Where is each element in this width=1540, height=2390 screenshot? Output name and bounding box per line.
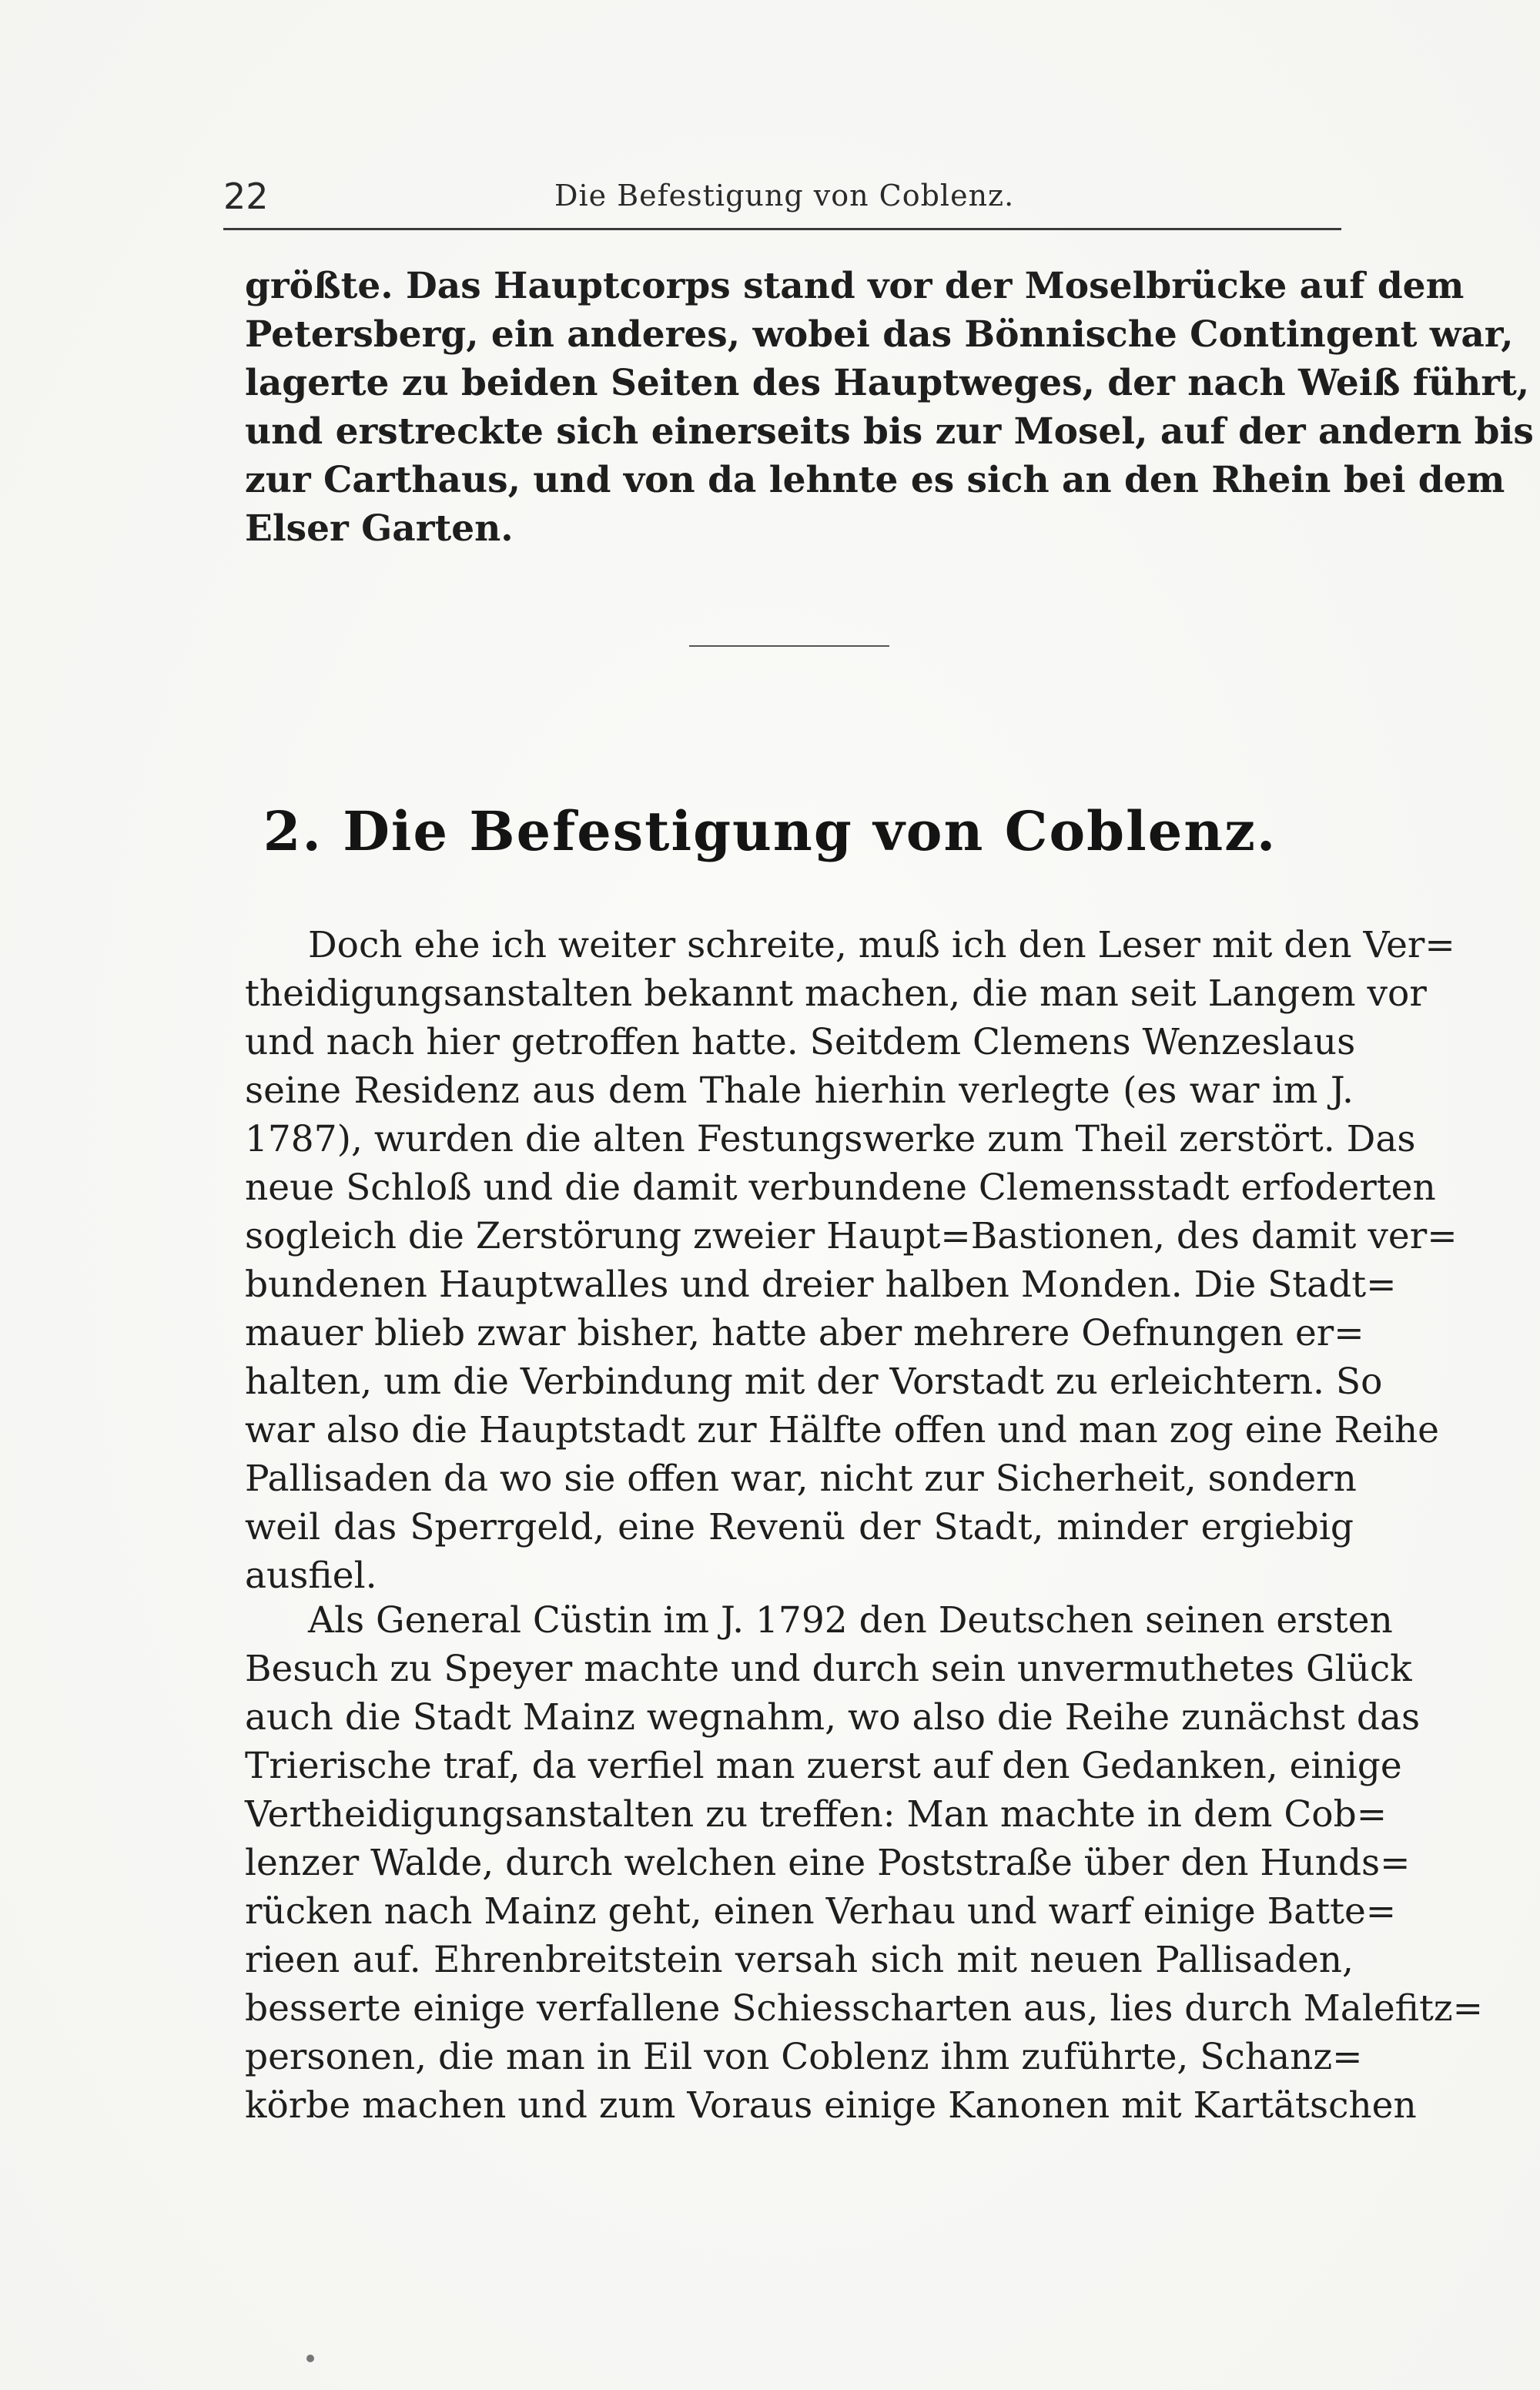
text-line: seine Residenz aus dem Thale hierhin verlegte (es war im J. (245, 1069, 1354, 1112)
text-line: besserte einige verfallene Schiesscharten aus, lies durch Malefitz= (245, 1987, 1484, 2030)
text-line: und erstreckte sich einerseits bis zur Mosel, auf der andern bis (245, 410, 1534, 453)
text-line: zur Carthaus, und von da lehnte es sich an den Rhein bei dem (245, 459, 1505, 501)
text-line: lagerte zu beiden Seiten des Hauptweges, der nach Weiß führt, (245, 362, 1530, 404)
text-line: körbe machen und zum Voraus einige Kanonen mit Kartätschen (245, 2084, 1417, 2127)
text-line: Doch ehe ich weiter schreite, muß ich den Leser mit den Ver= (308, 924, 1455, 966)
page-header (223, 176, 1340, 229)
text-line: neue Schloß und die damit verbundene Clemensstadt erfoderten (245, 1167, 1436, 1209)
text-line: mauer blieb zwar bisher, hatte aber mehrere Oefnungen er= (245, 1312, 1364, 1354)
section-heading: 2. Die Befestigung von Coblenz. (263, 799, 1277, 863)
text-line: lenzer Walde, durch welchen eine Poststraße über den Hunds= (245, 1842, 1411, 1884)
text-line: personen, die man in Eil von Coblenz ihm zuführte, Schanz= (245, 2036, 1363, 2078)
text-line: war also die Hauptstadt zur Hälfte offen und man zog eine Reihe (245, 1409, 1439, 1451)
text-line: Pallisaden da wo sie offen war, nicht zur Sicherheit, sondern (245, 1458, 1357, 1500)
text-line: größte. Das Hauptcorps stand vor der Moselbrücke auf dem (245, 265, 1465, 307)
text-line: Elser Garten. (245, 507, 514, 550)
text-line: weil das Sperrgeld, eine Revenü der Stadt, minder ergiebig (245, 1506, 1354, 1548)
text-line: sogleich die Zerstörung zweier Haupt=Bastionen, des damit ver= (245, 1215, 1458, 1257)
continued-paragraph (245, 262, 1534, 553)
page-number: 22 (223, 176, 269, 217)
text-line: Trierische traf, da verfiel man zuerst auf den Gedanken, einige (245, 1745, 1402, 1787)
text-line: Vertheidigungsanstalten zu treffen: Man machte in dem Cob= (245, 1793, 1388, 1836)
running-title: Die Befestigung von Coblenz. (554, 179, 1015, 213)
text-line: Besuch zu Speyer machte und durch sein unvermuthetes Glück (245, 1648, 1412, 1690)
text-line: bundenen Hauptwalles und dreier halben Monden. Die Stadt= (245, 1264, 1397, 1306)
text-line: rieen auf. Ehrenbreitstein versah sich mit neuen Pallisaden, (245, 1939, 1354, 1981)
section-divider (689, 645, 889, 647)
text-line: theidigungsanstalten bekannt machen, die man seit Langem vor (245, 972, 1427, 1015)
paragraph-1 (245, 921, 1458, 1600)
print-speck (306, 2355, 314, 2362)
text-line: halten, um die Verbindung mit der Vorstadt zu erleichtern. So (245, 1361, 1383, 1403)
paragraph-2 (245, 1596, 1484, 2130)
text-line: ausfiel. (245, 1555, 377, 1597)
text-line: Als General Cüstin im J. 1792 den Deutschen seinen ersten (308, 1599, 1393, 1642)
text-line: und nach hier getroffen hatte. Seitdem Clemens Wenzeslaus (245, 1021, 1356, 1063)
text-line: Petersberg, ein anderes, wobei das Bönnische Contingent war, (245, 313, 1514, 356)
text-line: auch die Stadt Mainz wegnahm, wo also die Reihe zunächst das (245, 1696, 1421, 1739)
text-line: 1787), wurden die alten Festungswerke zum Theil zerstört. Das (245, 1118, 1416, 1160)
header-rule (223, 228, 1341, 230)
text-line: rücken nach Mainz geht, einen Verhau und warf einige Batte= (245, 1890, 1397, 1933)
